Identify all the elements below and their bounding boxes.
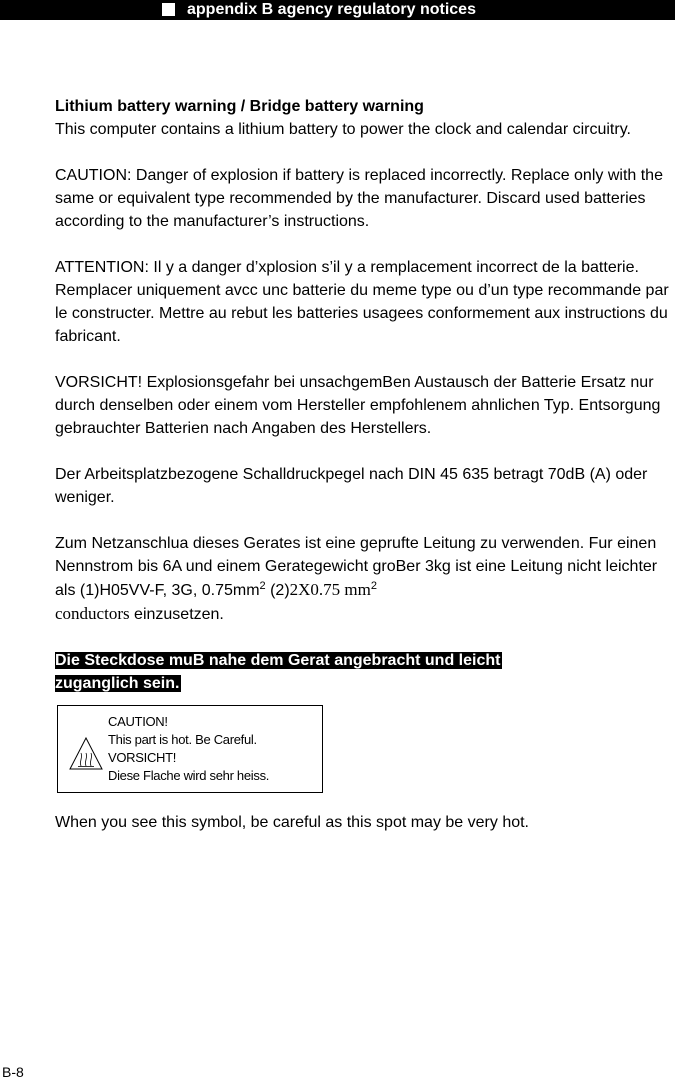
hot-label-text bbox=[108, 713, 269, 785]
page-number: B-8 bbox=[2, 1064, 24, 1080]
page-title: appendix B agency regulatory notices bbox=[187, 1, 476, 18]
battery-heading: Lithium battery warning / Bridge battery warning bbox=[55, 98, 424, 115]
socket-note bbox=[55, 649, 675, 695]
cord-end: einzusetzen. bbox=[129, 606, 224, 623]
cord-sup-1: 2 bbox=[259, 580, 266, 592]
cord-sup-2: 2 bbox=[370, 580, 377, 592]
battery-section bbox=[55, 95, 675, 141]
hot-surface-label bbox=[57, 705, 323, 793]
cord-text: Zum Netzanschlua dieses Gerates ist eine geprufte Leitung zu verwenden. Fur einen Nennstrom bis 6A und einem Gerategewicht groBer 3kg ist eine Leitung nicht leichter als (1)H05VV-F, 3G, 0.75mm bbox=[55, 535, 658, 599]
battery-intro: This computer contains a lithium battery to power the clock and calendar circuitry. bbox=[55, 121, 631, 138]
hot-surface-warning-icon bbox=[68, 736, 104, 772]
caution-english: CAUTION: Danger of explosion if battery is replaced incorrectly. Replace only with the same or equivalent type recommended by the manufacturer. Discard used batteries according to the manufacturer’s instructions. bbox=[55, 167, 663, 230]
socket-line-2: zuganglich sein. bbox=[55, 675, 180, 692]
header-square-icon bbox=[162, 3, 175, 16]
cord-serif-spec: 2X0.75 mm bbox=[289, 580, 371, 599]
hot-label-line-3: VORSICHT! bbox=[108, 750, 177, 765]
hot-label-line-1: CAUTION! bbox=[108, 714, 168, 729]
header-bar bbox=[0, 0, 675, 20]
socket-line-1: Die Steckdose muB nahe dem Gerat angebracht und leicht bbox=[55, 652, 501, 669]
content bbox=[55, 95, 675, 857]
power-cord-note bbox=[55, 532, 675, 626]
attention-french: ATTENTION: Il y a danger d’xplosion s’il y a remplacement incorrect de la batterie. Remplacer uniquement avcc unc batterie du meme type ou d’un type recommande par le constructer. Mettre au rebut les batteries usagees conformement aux instructions du fabricant. bbox=[55, 259, 669, 345]
symbol-note: When you see this symbol, be careful as this spot may be very hot. bbox=[55, 814, 529, 831]
hot-label-line-2: This part is hot. Be Careful. bbox=[108, 732, 257, 747]
cord-conductors: conductors bbox=[55, 604, 130, 623]
vorsicht-german: VORSICHT! Explosionsgefahr bei unsachgemBen Austausch der Batterie Ersatz nur durch denselben oder einem vom Hersteller empfohlenem ahnlichen Typ. Entsorgung gebrauchter Batterien nach Angaben des Herstellers. bbox=[55, 374, 661, 437]
cord-mid: (2) bbox=[265, 582, 290, 599]
hot-label-line-4: Diese Flache wird sehr heiss. bbox=[108, 768, 270, 783]
noise-level-note: Der Arbeitsplatzbezogene Schalldruckpegel nach DIN 45 635 betragt 70dB (A) oder weniger. bbox=[55, 466, 648, 506]
